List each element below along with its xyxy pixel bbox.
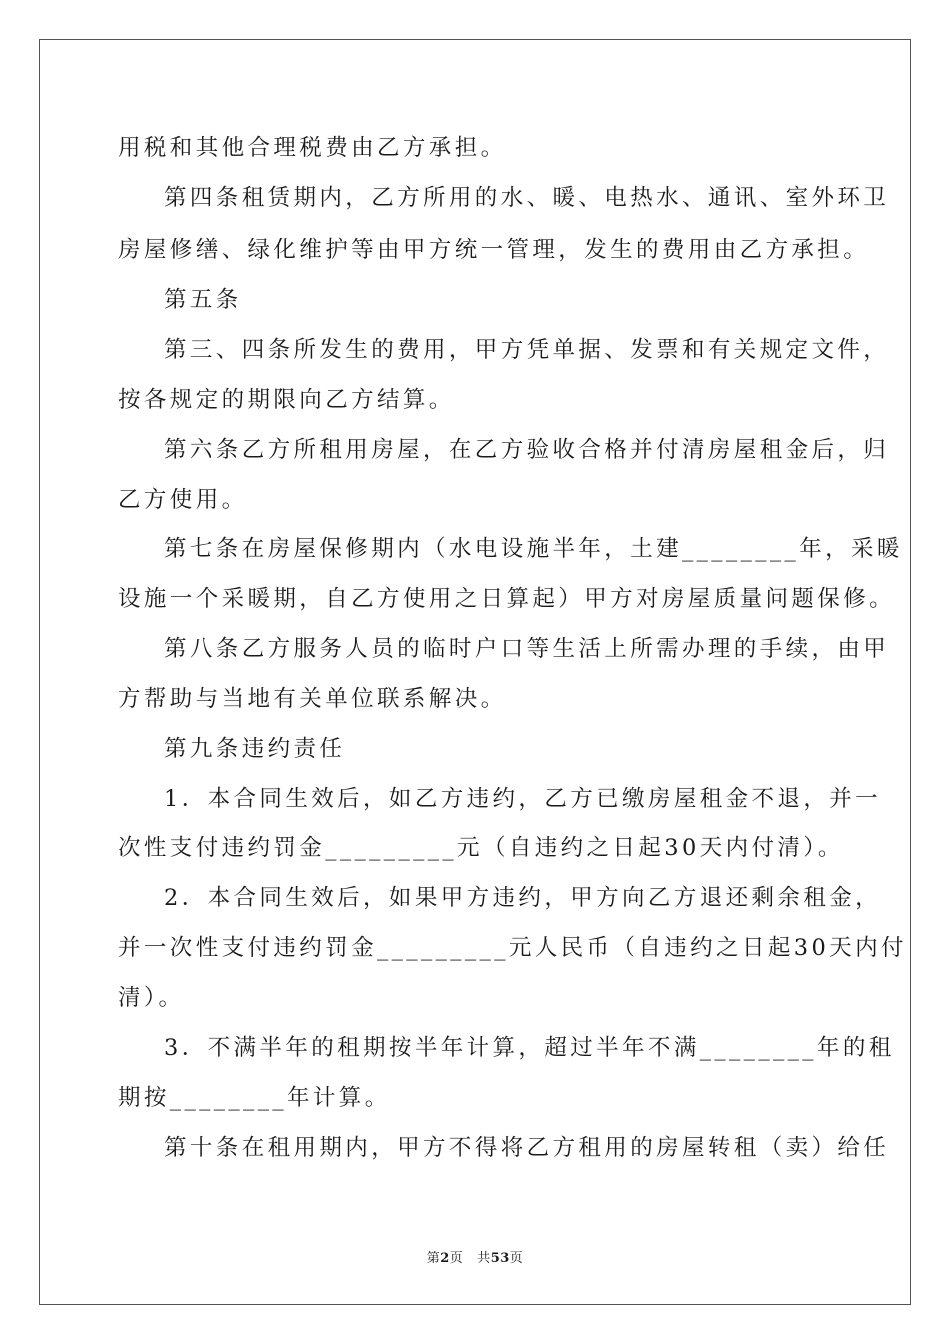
text-line: 第九条违约责任 xyxy=(164,736,346,762)
text-line: 用税和其他合理税费由乙方承担。 xyxy=(118,135,507,161)
text-line: 3．不满半年的租期按半年计算，超过半年不满________年的租 xyxy=(164,1035,895,1061)
text-line: 方帮助与当地有关单位联系解决。 xyxy=(118,686,507,712)
text-line: 第十条在租用期内，甲方不得将乙方租用的房屋转租（卖）给任 xyxy=(164,1135,890,1161)
text-line: 1．本合同生效后，如乙方违约，乙方已缴房屋租金不退，并一 xyxy=(164,786,882,812)
total-pages-number: 53 xyxy=(490,1251,510,1266)
text-line: 期按________年计算。 xyxy=(118,1085,391,1111)
text-line: 第七条在房屋保修期内（水电设施半年，土建________年，采暖 xyxy=(164,536,903,562)
text-line: 第六条乙方所租用房屋，在乙方验收合格并付清房屋租金后，归 xyxy=(164,437,890,463)
page-footer xyxy=(0,1247,950,1266)
footer-page-suffix: 页 xyxy=(449,1251,464,1266)
text-line: 乙方使用。 xyxy=(118,487,248,513)
text-line: 房屋修缮、绿化维护等由甲方统一管理，发生的费用由乙方承担。 xyxy=(118,237,870,263)
text-line: 设施一个采暖期，自乙方使用之日算起）甲方对房屋质量问题保修。 xyxy=(118,586,896,612)
text-line: 并一次性支付违约罚金_________元人民币（自违约之日起30天内付 xyxy=(118,935,907,961)
footer-prefix: 第 xyxy=(426,1251,441,1266)
text-line: 按各规定的期限向乙方结算。 xyxy=(118,387,455,413)
text-line: 清）。 xyxy=(118,985,185,1011)
text-line: 第五条 xyxy=(164,287,242,313)
footer-total-suffix: 页 xyxy=(509,1251,524,1266)
text-line: 2．本合同生效后，如果甲方违约，甲方向乙方退还剩余租金， xyxy=(164,885,882,911)
text-line: 第八条乙方服务人员的临时户口等生活上所需办理的手续，由甲 xyxy=(164,636,890,662)
text-line: 第三、四条所发生的费用，甲方凭单据、发票和有关规定文件， xyxy=(164,337,890,363)
page-frame xyxy=(39,39,911,1305)
footer-total-prefix: 共 xyxy=(477,1251,491,1266)
current-page-number: 2 xyxy=(440,1251,450,1266)
text-line: 次性支付违约罚金_________元（自违约之日起30天内付清）。 xyxy=(118,835,844,861)
text-line: 第四条租赁期内，乙方所用的水、暖、电热水、通讯、室外环卫 xyxy=(164,185,890,211)
